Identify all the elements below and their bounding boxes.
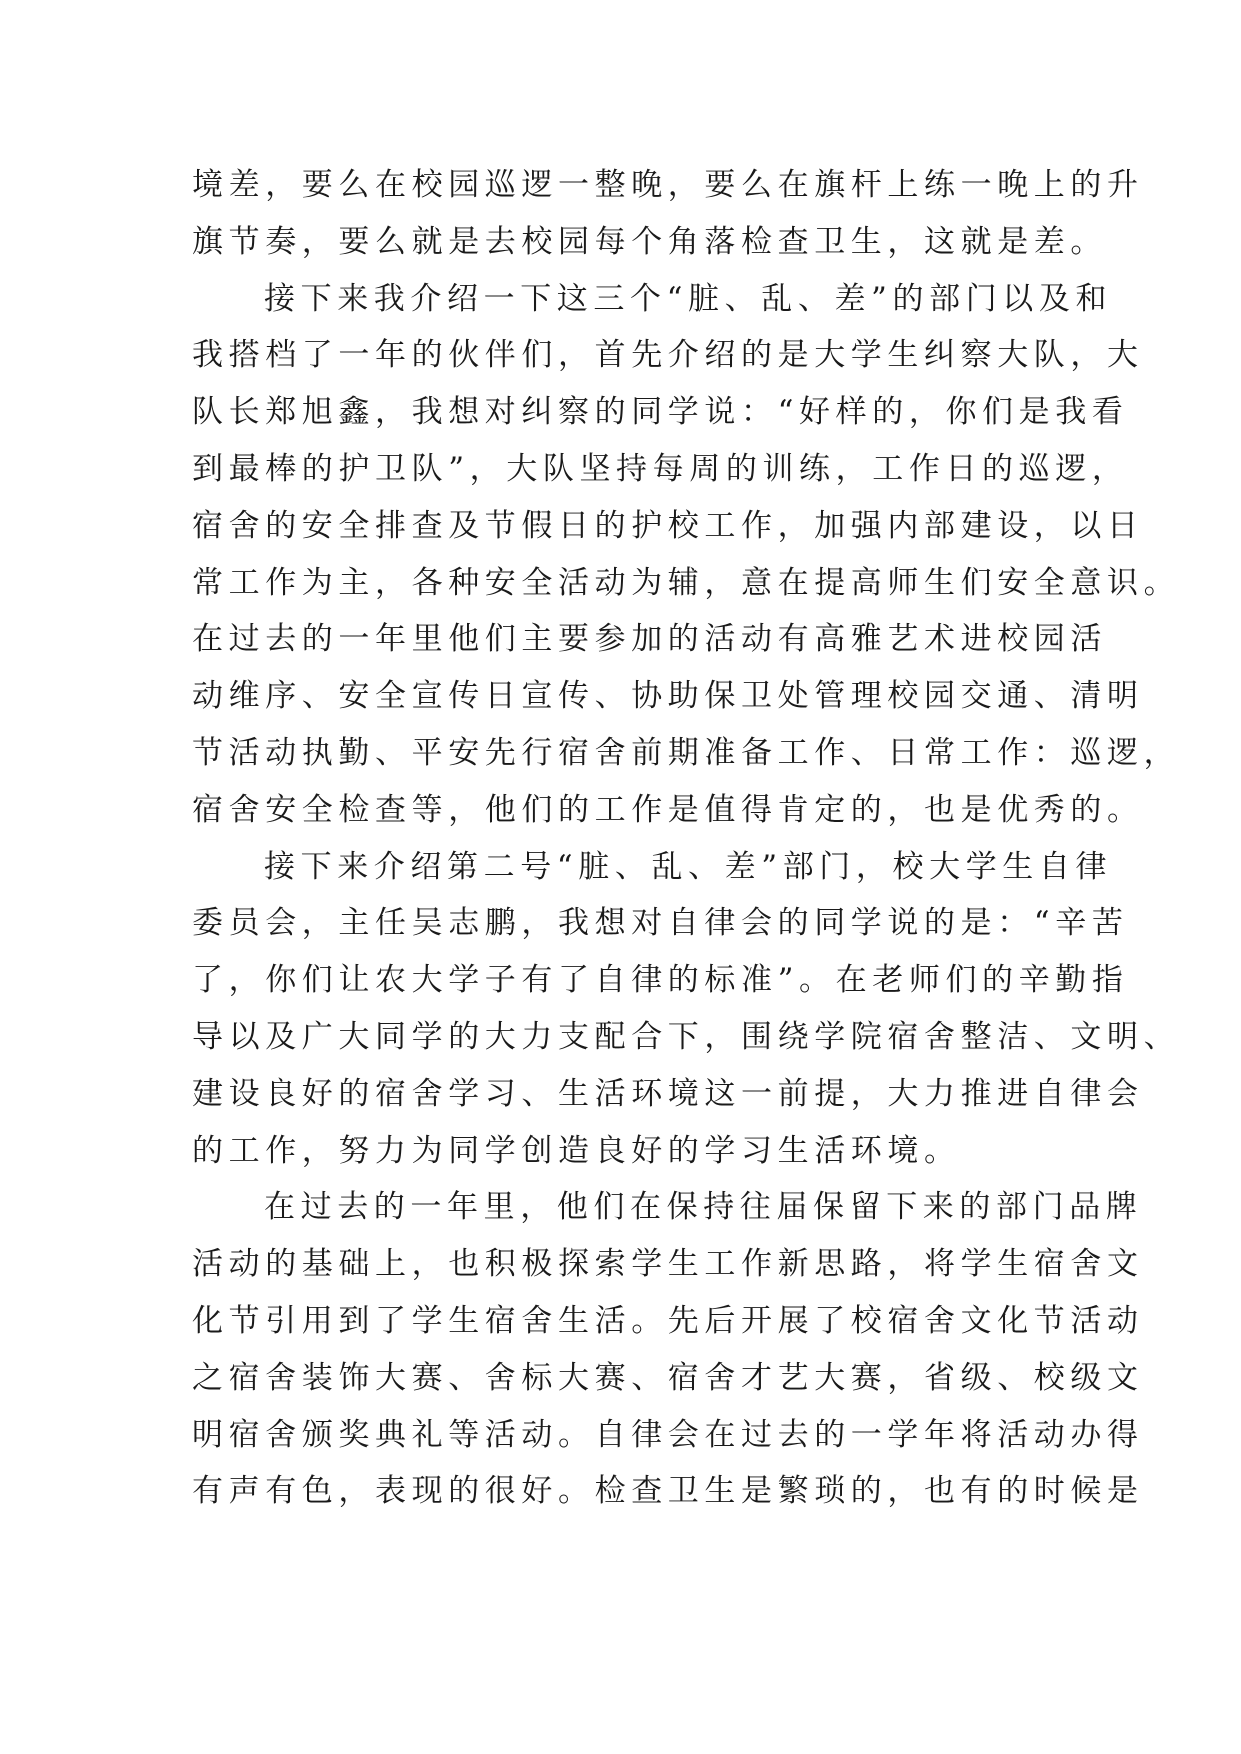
text-line: 建设良好的宿舍学习、生活环境这一前提，大力推进自律会 [192, 1075, 1144, 1112]
text-line: 常工作为主，各种安全活动为辅，意在提高师生们安全意识。 [192, 564, 1181, 601]
body-text [192, 157, 1181, 1520]
text-line: 队长郑旭鑫，我想对纠察的同学说：“好样的，你们是我看 [192, 394, 1129, 431]
text-line: 化节引用到了学生宿舍生活。先后开展了校宿舍文化节活动 [192, 1302, 1144, 1339]
text-line: 之宿舍装饰大赛、舍标大赛、宿舍才艺大赛，省级、校级文 [192, 1359, 1144, 1396]
text-line: 了，你们让农大学子有了自律的标准”。在老师们的辛勤指 [192, 962, 1129, 999]
text-line: 境差，要么在校园巡逻一整晚，要么在旗杆上练一晚上的升 [192, 167, 1144, 203]
text-line: 导以及广大同学的大力支配合下，围绕学院宿舍整洁、文明、 [192, 1018, 1181, 1055]
paragraph-first-line: 在过去的一年里，他们在保持往届保留下来的部门品牌 [264, 1189, 1143, 1226]
text-line: 在过去的一年里他们主要参加的活动有高雅艺术进校园活 [192, 621, 1107, 658]
text-line: 宿舍的安全排查及节假日的护校工作，加强内部建设，以日 [192, 507, 1144, 544]
text-line: 动维序、安全宣传日宣传、协助保卫处管理校园交通、清明 [192, 678, 1144, 715]
text-line: 活动的基础上，也积极探索学生工作新思路，将学生宿舍文 [192, 1246, 1144, 1283]
text-line: 明宿舍颁奖典礼等活动。自律会在过去的一学年将活动办得 [192, 1416, 1144, 1453]
text-line: 旗节奏，要么就是去校园每个角落检查卫生，这就是差。 [192, 223, 1107, 260]
text-line: 的工作，努力为同学创造良好的学习生活环境。 [192, 1132, 961, 1169]
text-line: 宿舍安全检查等，他们的工作是值得肯定的，也是优秀的。 [192, 791, 1144, 828]
text-line: 委员会，主任吴志鹏，我想对自律会的同学说的是：“辛苦 [192, 905, 1129, 942]
paragraph-first-line: 接下来介绍第二号“脏、乱、差”部门，校大学生自律 [264, 848, 1113, 885]
text-line: 有声有色，表现的很好。检查卫生是繁琐的，也有的时候是 [192, 1473, 1144, 1510]
text-line: 到最棒的护卫队”，大队坚持每周的训练，工作日的巡逻， [192, 450, 1129, 487]
text-line: 我搭档了一年的伙伴们，首先介绍的是大学生纠察大队，大 [192, 337, 1144, 374]
paragraph-first-line: 接下来我介绍一下这三个“脏、乱、差”的部门以及和 [264, 280, 1113, 317]
text-line: 节活动执勤、平安先行宿舍前期准备工作、日常工作：巡逻， [192, 734, 1181, 771]
